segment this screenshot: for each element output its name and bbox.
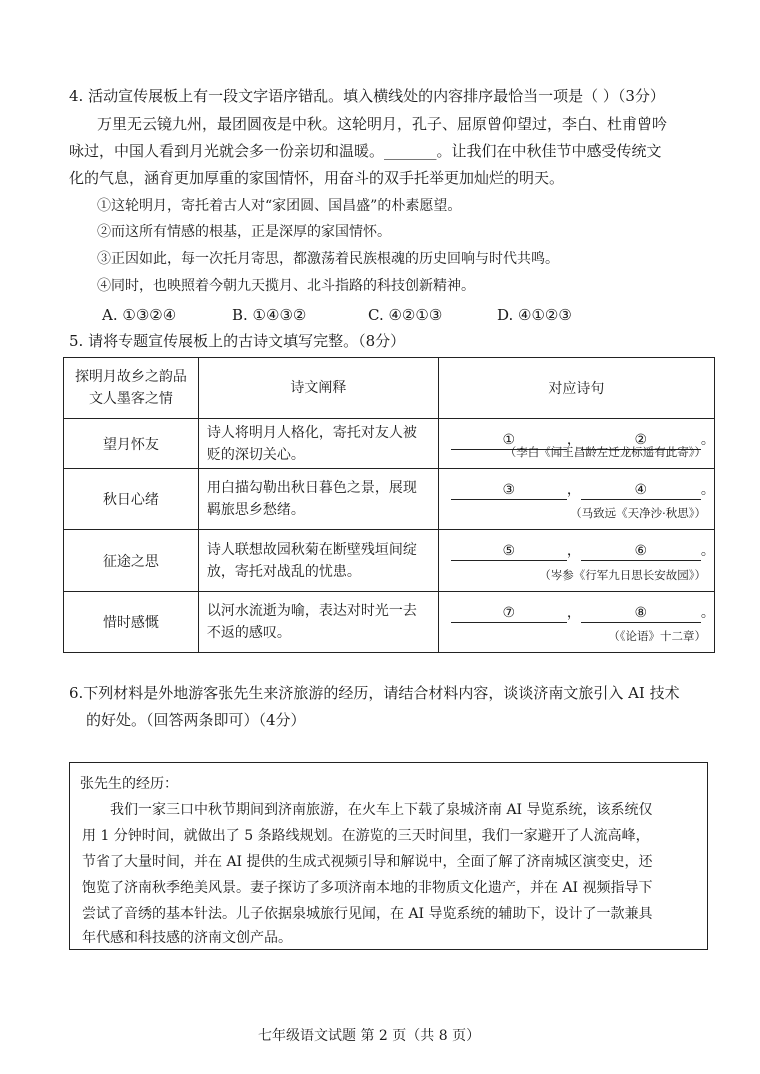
- poem-table: [63, 357, 715, 653]
- material-line: 年代感和科技感的济南文创产品。: [82, 930, 292, 946]
- comma: ，: [566, 432, 581, 448]
- verse-source: （岑参《行军九日思长安故园》）: [539, 568, 706, 582]
- q4-paragraph-line-1: 万里无云镜九州，最团圆夜是中秋。这轮明月，孔子、屈原曾仰望过，李白、杜甫曾吟: [97, 115, 668, 133]
- q4-paragraph-line-2: 咏过，中国人看到月光就会多一份亲切和温暖。_______。让我们在中秋佳节中感受传统文: [69, 142, 662, 160]
- table-header-row: [64, 358, 715, 419]
- material-line: 节省了大量时间，并在 AI 提供的生成式视频引导和解说中，全面了解了济南城区演变史，还: [82, 854, 653, 870]
- row-verse-cell: [438, 530, 714, 592]
- row-explain: 诗人联想故园秋菊在断壁残垣间绽放，寄托对战乱的忧患。: [198, 530, 438, 592]
- period: 。: [700, 543, 715, 559]
- q4-option-d: D. ④①②③: [497, 306, 572, 324]
- material-line: 我们一家三口中秋节期间到济南旅游，在火车上下载了泉城济南 AI 导览系统，该系统仅: [110, 802, 653, 818]
- answer-blank[interactable]: ⑥: [581, 542, 701, 561]
- row-verse-cell: [438, 592, 714, 653]
- answer-blank[interactable]: ②: [581, 431, 701, 450]
- comma: ，: [566, 605, 581, 621]
- row-theme: 征途之思: [64, 530, 199, 592]
- q4-option-b: B. ①④③②: [232, 306, 307, 324]
- header-theme: 探明月故乡之韵品文人墨客之情: [64, 358, 199, 419]
- q4-sentence-1: ①这轮明月，寄托着古人对“家团圆、国昌盛”的朴素愿望。: [97, 198, 462, 214]
- answer-blank[interactable]: ⑤: [451, 542, 567, 561]
- table-row: [64, 592, 715, 653]
- q4-sentence-3: ③正因如此，每一次托月寄思，都激荡着民族根魂的历史回响与时代共鸣。: [97, 251, 559, 267]
- row-verse-cell: [438, 469, 714, 530]
- q4-option-c: C. ④②①③: [368, 306, 443, 324]
- header-verse: 对应诗句: [438, 358, 714, 419]
- table-row: [64, 419, 715, 469]
- answer-blank[interactable]: ⑦: [451, 604, 567, 623]
- verse-source: （李白《闻王昌龄左迁龙标遥有此寄》）: [504, 445, 706, 459]
- material-line: 用 1 分钟时间，就做出了 5 条路线规划。在游览的三天时间里，我们一家避开了人流高峰，: [82, 828, 650, 844]
- q4-paragraph-line-3: 化的气息，涵育更加厚重的家国情怀，用奋斗的双手托举更加灿烂的明天。: [69, 169, 565, 187]
- row-explain: 以河水流逝为喻，表达对时光一去不返的感叹。: [198, 592, 438, 653]
- answer-blank[interactable]: ③: [451, 481, 567, 500]
- table-row: [64, 530, 715, 592]
- row-explain: 用白描勾勒出秋日暮色之景，展现羁旅思乡愁绪。: [198, 469, 438, 530]
- answer-blank[interactable]: ⑧: [581, 604, 701, 623]
- material-line: 尝试了音绣的基本针法。儿子依据泉城旅行见闻，在 AI 导览系统的辅助下，设计了一款兼具: [82, 906, 653, 922]
- row-theme: 惜时感慨: [64, 592, 199, 653]
- q4-stem: 4. 活动宣传展板上有一段文字语序错乱。填入横线处的内容排序最恰当一项是（ ）（3分）: [69, 87, 665, 105]
- period: 。: [700, 432, 715, 448]
- row-explain: 诗人将明月人格化，寄托对友人被贬的深切关心。: [198, 419, 438, 469]
- verse-source: （《论语》十二章）: [608, 629, 706, 643]
- row-verse-cell: [438, 419, 714, 469]
- material-title: 张先生的经历：: [80, 776, 178, 792]
- material-box: [69, 762, 708, 950]
- q6-stem-line-1: 6.下列材料是外地游客张先生来济旅游的经历，请结合材料内容，谈谈济南文旅引入 AI 技术: [69, 684, 680, 702]
- comma: ，: [566, 543, 581, 559]
- table-row: [64, 469, 715, 530]
- q5-stem: 5. 请将专题宣传展板上的古诗文填写完整。（8分）: [69, 332, 406, 350]
- q6-stem-line-2: 的好处。（回答两条即可）（4分）: [86, 711, 306, 729]
- q4-sentence-2: ②而这所有情感的根基，正是深厚的家国情怀。: [97, 224, 391, 240]
- row-theme: 望月怀友: [64, 419, 199, 469]
- answer-blank[interactable]: ①: [451, 431, 567, 450]
- period: 。: [700, 605, 715, 621]
- verse-source: （马致远《天净沙·秋思》）: [570, 506, 706, 520]
- comma: ，: [566, 482, 581, 498]
- material-line: 饱览了济南秋季绝美风景。妻子探访了多项济南本地的非物质文化遗产，并在 AI 视频指导下: [82, 880, 653, 896]
- period: 。: [700, 482, 715, 498]
- page-footer: 七年级语文试题 第 2 页（共 8 页）: [258, 1028, 481, 1044]
- row-theme: 秋日心绪: [64, 469, 199, 530]
- q4-sentence-4: ④同时，也映照着今朝九天揽月、北斗指路的科技创新精神。: [97, 278, 475, 294]
- q4-option-a: A. ①③②④: [102, 306, 177, 324]
- answer-blank[interactable]: ④: [581, 481, 701, 500]
- header-explain: 诗文阐释: [198, 358, 438, 419]
